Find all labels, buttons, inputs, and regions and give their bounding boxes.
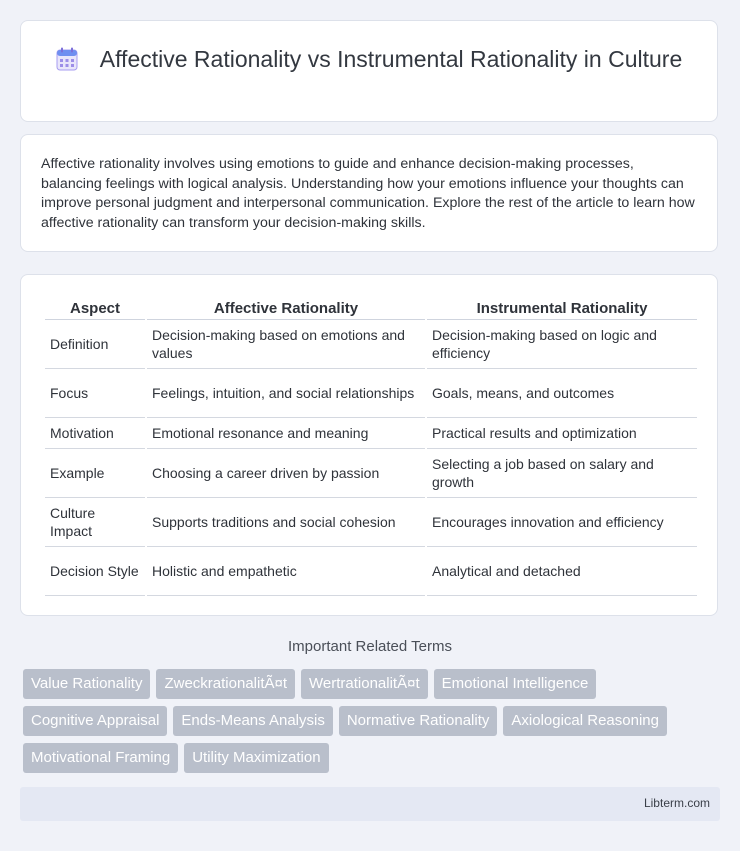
header-affective: Affective Rationality [147, 297, 425, 320]
table-cell: Focus [45, 369, 145, 418]
calendar-icon [56, 47, 78, 71]
comparison-table-card [20, 274, 718, 616]
table-cell: Decision Style [45, 547, 145, 596]
page-title: Affective Rationality vs Instrumental Rationality in Culture [99, 46, 683, 72]
table-row [45, 547, 697, 596]
table-cell: Choosing a career driven by passion [147, 449, 425, 498]
table-cell: Encourages innovation and efficiency [427, 498, 697, 547]
table-cell: Goals, means, and outcomes [427, 369, 697, 418]
table-row [45, 320, 697, 369]
related-term-tag[interactable]: Emotional Intelligence [434, 669, 597, 699]
related-terms-list [23, 669, 723, 773]
table-row [45, 449, 697, 498]
table-cell: Emotional resonance and meaning [147, 418, 425, 449]
related-term-tag[interactable]: Cognitive Appraisal [23, 706, 167, 736]
related-term-tag[interactable]: Normative Rationality [339, 706, 498, 736]
table-cell: Example [45, 449, 145, 498]
footer-site-link[interactable]: Libterm.com [643, 796, 710, 810]
table-header-row [45, 297, 697, 320]
footer-bar [20, 787, 720, 821]
header-aspect: Aspect [45, 297, 145, 320]
table-cell: Decision-making based on emotions and values [147, 320, 425, 369]
intro-card [20, 134, 718, 252]
table-cell: Culture Impact [45, 498, 145, 547]
related-term-tag[interactable]: Motivational Framing [23, 743, 178, 773]
table-cell: Decision-making based on logic and efficiency [427, 320, 697, 369]
table-cell: Holistic and empathetic [147, 547, 425, 596]
related-term-tag[interactable]: Ends-Means Analysis [173, 706, 332, 736]
table-row [45, 418, 697, 449]
table-cell: Practical results and optimization [427, 418, 697, 449]
page-title-wrap [21, 45, 717, 74]
table-cell: Analytical and detached [427, 547, 697, 596]
related-term-tag[interactable]: Value Rationality [23, 669, 150, 699]
related-term-tag[interactable]: Utility Maximization [184, 743, 328, 773]
related-term-tag[interactable]: ZweckrationalitÃ¤t [156, 669, 295, 699]
related-term-tag[interactable]: Axiological Reasoning [503, 706, 667, 736]
comparison-table [43, 297, 699, 596]
table-cell: Selecting a job based on salary and growth [427, 449, 697, 498]
table-row [45, 498, 697, 547]
intro-paragraph: Affective rationality involves using emotions to guide and enhance decision-making processes, balancing feelings with logical analysis. Understanding how your emotions influence your thoughts can improve personal judgment and interpersonal communication. Explore the rest of the article to learn how affective rationality can transform your decision-making skills. [41, 156, 695, 231]
table-row [45, 369, 697, 418]
header-instrumental: Instrumental Rationality [427, 297, 697, 320]
table-cell: Definition [45, 320, 145, 369]
related-term-tag[interactable]: WertrationalitÃ¤t [301, 669, 428, 699]
table-cell: Motivation [45, 418, 145, 449]
related-terms-heading: Important Related Terms [288, 638, 452, 655]
title-card [20, 20, 718, 122]
table-cell: Supports traditions and social cohesion [147, 498, 425, 547]
table-cell: Feelings, intuition, and social relationships [147, 369, 425, 418]
